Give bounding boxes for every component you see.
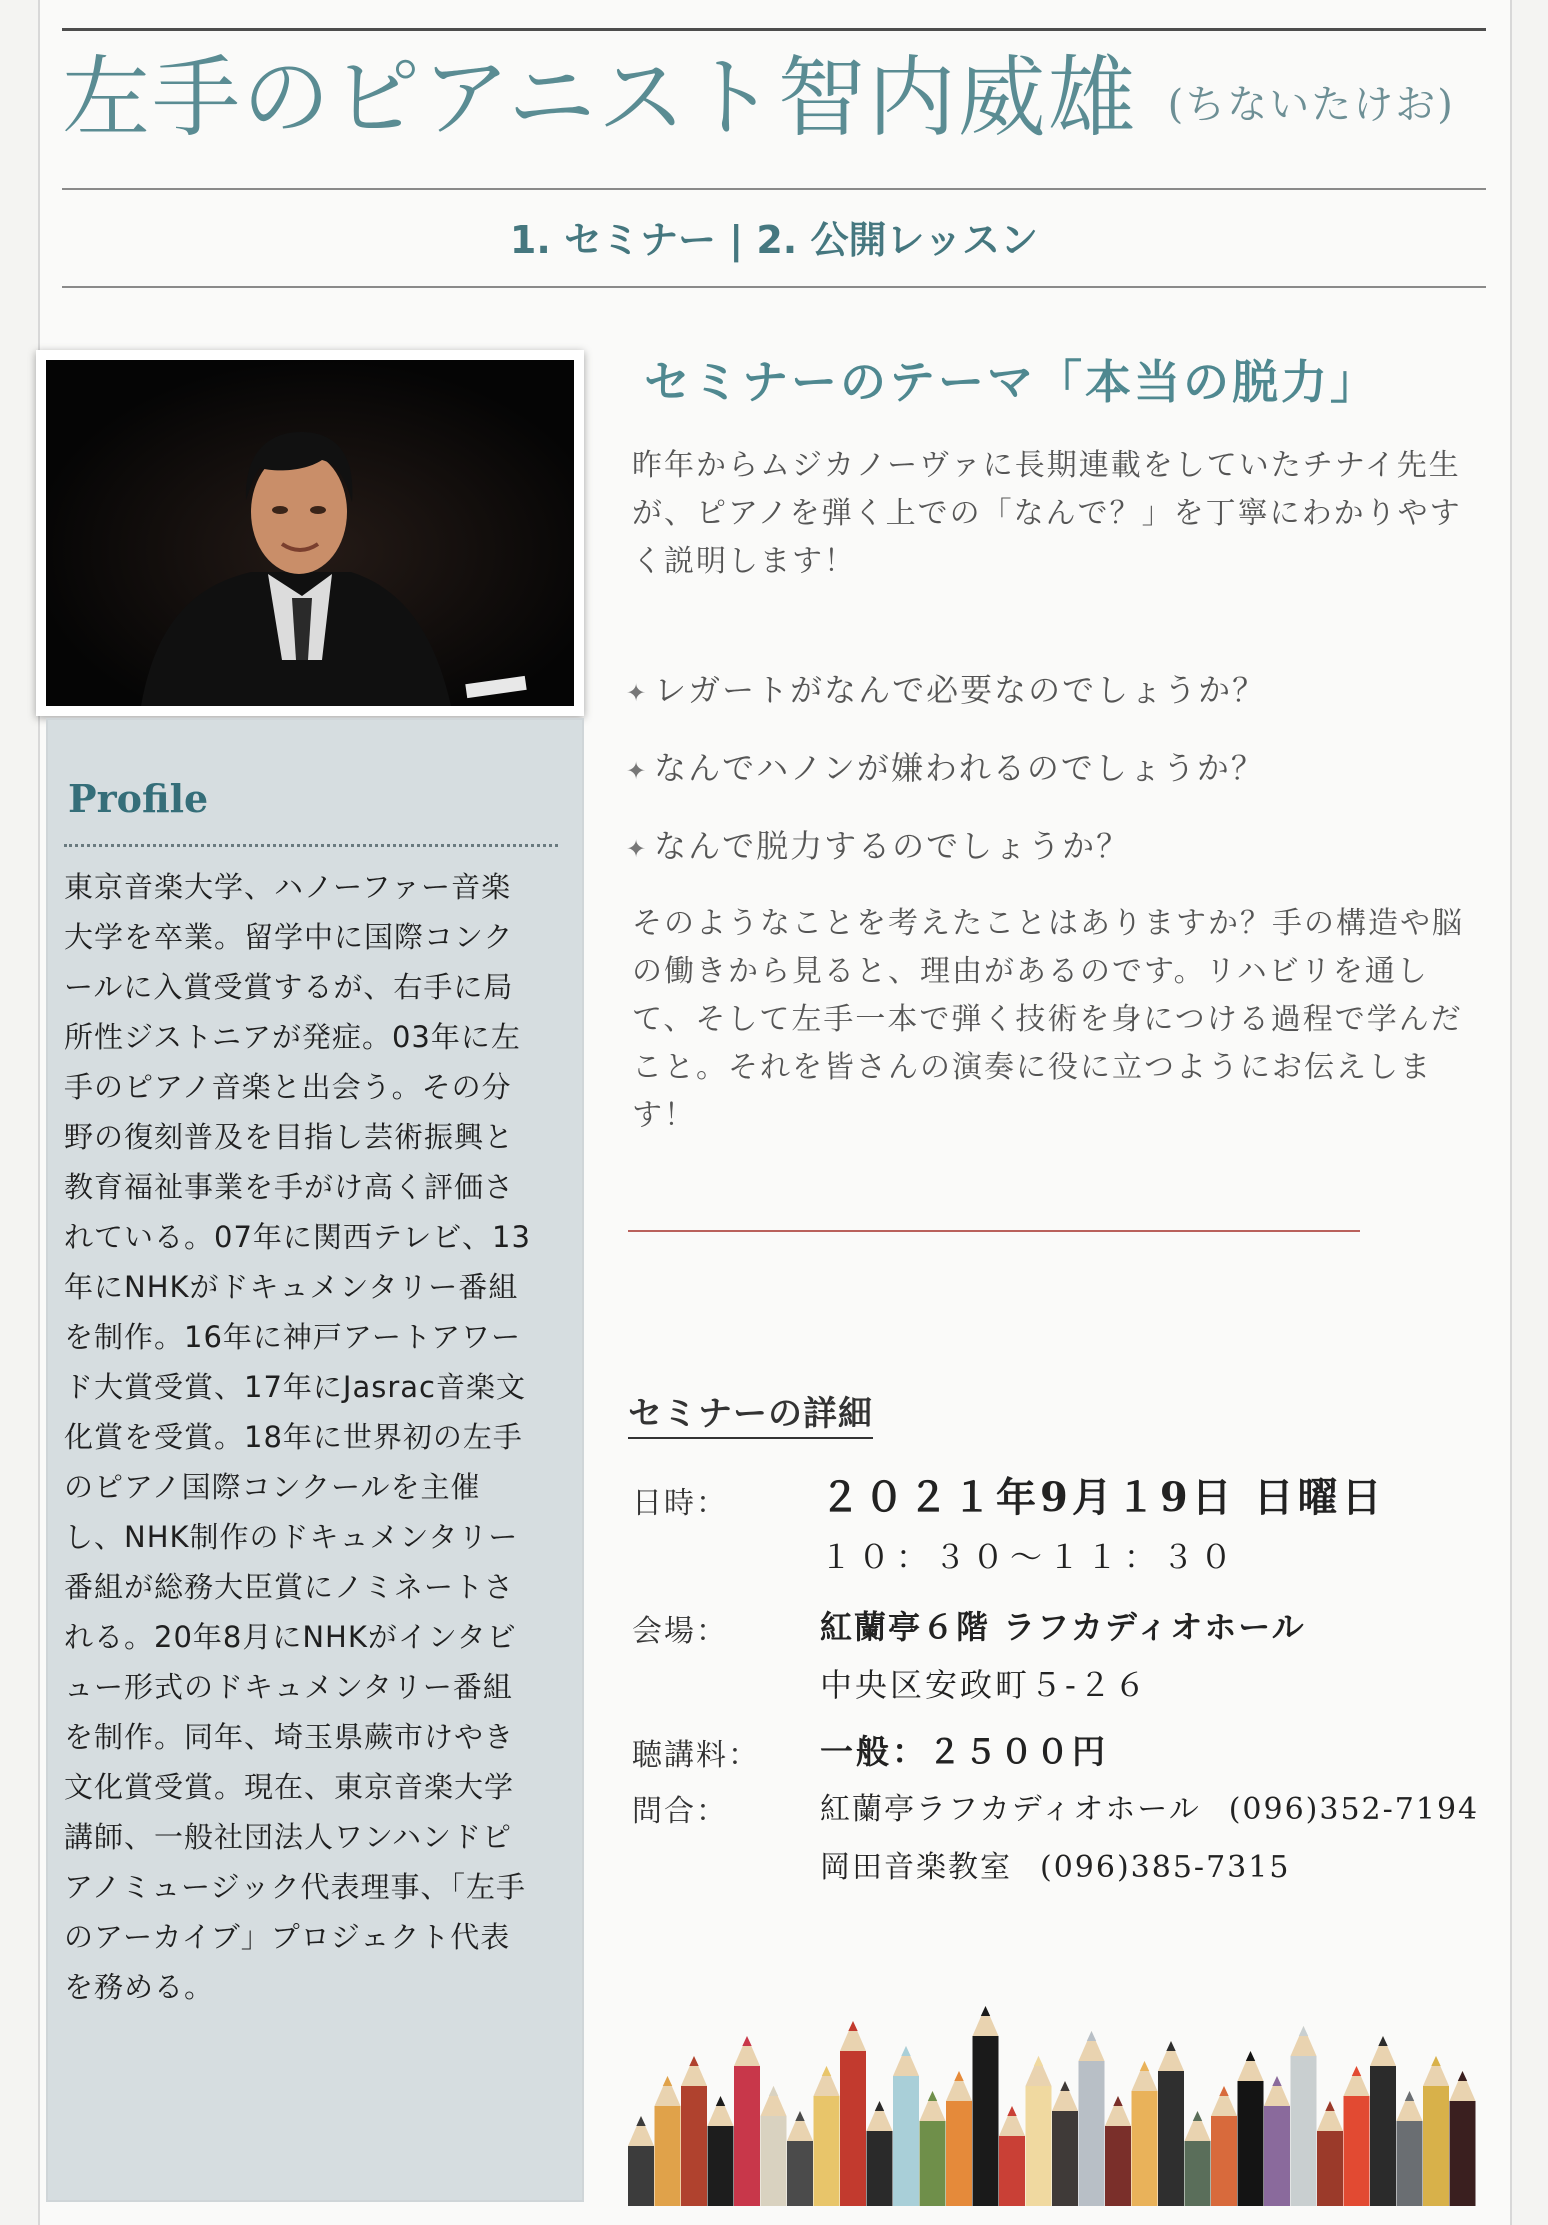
pianist-photo-frame: [36, 350, 584, 716]
profile-text: 東京音楽大学、ハノーファー音楽大学を卒業。留学中に国際コンクールに入賞受賞するが、右手に局所性ジストニアが発症。03年に左手のピアノ音楽と出会う。その分野の復刻普及を目指し芸術振興と教育福祉事業を手がけ高く評価されている。07年に関西テレビ、13年にNHKがドキュメンタリー番組を制作。16年に神戸アートアワード大賞受賞、17年にJasrac音楽文化賞を受賞。18年に世界初の左手のピアノ国際コンクールを主催し、NHK制作のドキュメンタリー番組が総務大臣賞にノミネートされる。20年8月にNHKがインタビュー形式のドキュメンタリー番組を制作。同年、埼玉県蕨市けやき文化賞受賞。現在、東京音楽大学講師、一般社団法人ワンハンドピアノミュージック代表理事、「左手のアーカイブ」プロジェクト代表を務める。: [64, 870, 531, 2004]
pencil-icon: [1397, 2091, 1423, 2206]
pencil-icon: [708, 2096, 734, 2206]
pianist-portrait-image: [46, 360, 574, 706]
pencil-icon: [1132, 2061, 1158, 2206]
contact-1: [820, 1784, 1479, 1828]
page-title: [62, 38, 1462, 158]
pencil-icon: [1105, 2096, 1131, 2206]
pencil-icon: [1370, 2036, 1396, 2206]
pencil-icon: [867, 2101, 893, 2206]
question-list: [626, 668, 1466, 902]
fee-label: 聴講料：: [632, 1738, 760, 1773]
title-text: 左手のピアニスト智内威雄: [62, 46, 1138, 149]
pencil-icon: [893, 2046, 919, 2206]
section-divider: [628, 1230, 1360, 1232]
question-text: レガートがなんで必要なのでしょうか？: [654, 671, 1267, 709]
pianist-photo: [46, 360, 574, 706]
venue-label: 会場：: [632, 1614, 728, 1649]
pencil-icon: [920, 2091, 946, 2206]
pencil-icon: [840, 2021, 866, 2206]
list-item: [626, 668, 1466, 746]
profile-heading: Profile: [68, 776, 209, 821]
sparkle-icon: ✦: [626, 757, 649, 785]
contact-2-phone: (096)385-7315: [1040, 1850, 1291, 1885]
pencil-icon: [1238, 2051, 1264, 2206]
colored-pencils-decoration: [628, 1986, 1476, 2206]
profile-divider: [64, 844, 558, 847]
seminar-theme-title: セミナーのテーマ「本当の脱力」: [644, 355, 1379, 409]
list-item: [626, 746, 1466, 824]
date-label: 日時：: [632, 1486, 728, 1521]
subtitle-rule: [62, 286, 1486, 288]
pencil-icon: [1079, 2031, 1105, 2206]
pencil-icon: [1026, 2056, 1052, 2206]
pencil-icon: [1344, 2066, 1370, 2206]
pencil-icon: [628, 2116, 654, 2206]
event-venue: 紅蘭亭６階 ラフカディオホール: [820, 1608, 1306, 1646]
seminar-intro: 昨年からムジカノーヴァに長期連載をしていたチナイ先生が、ピアノを弾く上での「なんで？」を丁寧にわかりやすく説明します！: [632, 448, 1462, 579]
question-text: なんで脱力するのでしょうか？: [654, 827, 1131, 865]
pencil-icon: [681, 2056, 707, 2206]
contact-1-name: 紅蘭亭ラフカディオホール: [820, 1792, 1201, 1827]
pencil-icon: [1291, 2026, 1317, 2206]
seminar-outro: そのようなことを考えたことはありますか？手の構造や脳の働きから見ると、理由があるのです。リハビリを通して、そして左手一本で弾く技術を身につける過程で学んだこと。それを皆さんの演奏に役に立つようにお伝えします！: [632, 906, 1464, 1133]
pencil-icon: [1264, 2076, 1290, 2206]
pencil-icon: [946, 2071, 972, 2206]
contact-label: 問合：: [632, 1794, 728, 1829]
question-text: なんでハノンが嫌われるのでしょうか？: [654, 749, 1265, 787]
pencil-icon: [1158, 2041, 1184, 2206]
pencil-icon: [655, 2076, 681, 2206]
event-time: １０：３０〜１１：３０: [820, 1538, 1239, 1576]
title-reading: (ちないたけお): [1167, 82, 1455, 129]
sparkle-icon: ✦: [626, 835, 649, 863]
pencil-icon: [999, 2106, 1025, 2206]
title-rule: [62, 188, 1486, 190]
event-date: ２０２１年9月１9日 日曜日: [820, 1474, 1386, 1521]
pencil-icon: [1450, 2071, 1476, 2206]
top-rule: [62, 28, 1486, 31]
details-heading: セミナーの詳細: [628, 1386, 873, 1439]
list-item: [626, 824, 1466, 902]
pencil-icon: [973, 2006, 999, 2206]
sparkle-icon: ✦: [626, 679, 649, 707]
event-fee: 一般：２５００円: [820, 1732, 1108, 1771]
contact-1-phone: (096)352-7194: [1228, 1792, 1480, 1827]
pencil-icon: [1185, 2111, 1211, 2206]
section-subtitle: 1. セミナー | 2. 公開レッスン: [509, 218, 1039, 262]
pencil-icon: [1211, 2086, 1237, 2206]
contact-2: [820, 1842, 1290, 1886]
pencil-icon: [787, 2111, 813, 2206]
pencil-icon: [1052, 2081, 1078, 2206]
venue-address: 中央区安政町５-２６: [820, 1666, 1149, 1704]
pencil-icon: [1423, 2056, 1449, 2206]
contact-2-name: 岡田音楽教室: [820, 1850, 1012, 1885]
pencil-icon: [814, 2066, 840, 2206]
pencil-icon: [734, 2036, 760, 2206]
pencil-icon: [1317, 2101, 1343, 2206]
pencil-icon: [761, 2086, 787, 2206]
